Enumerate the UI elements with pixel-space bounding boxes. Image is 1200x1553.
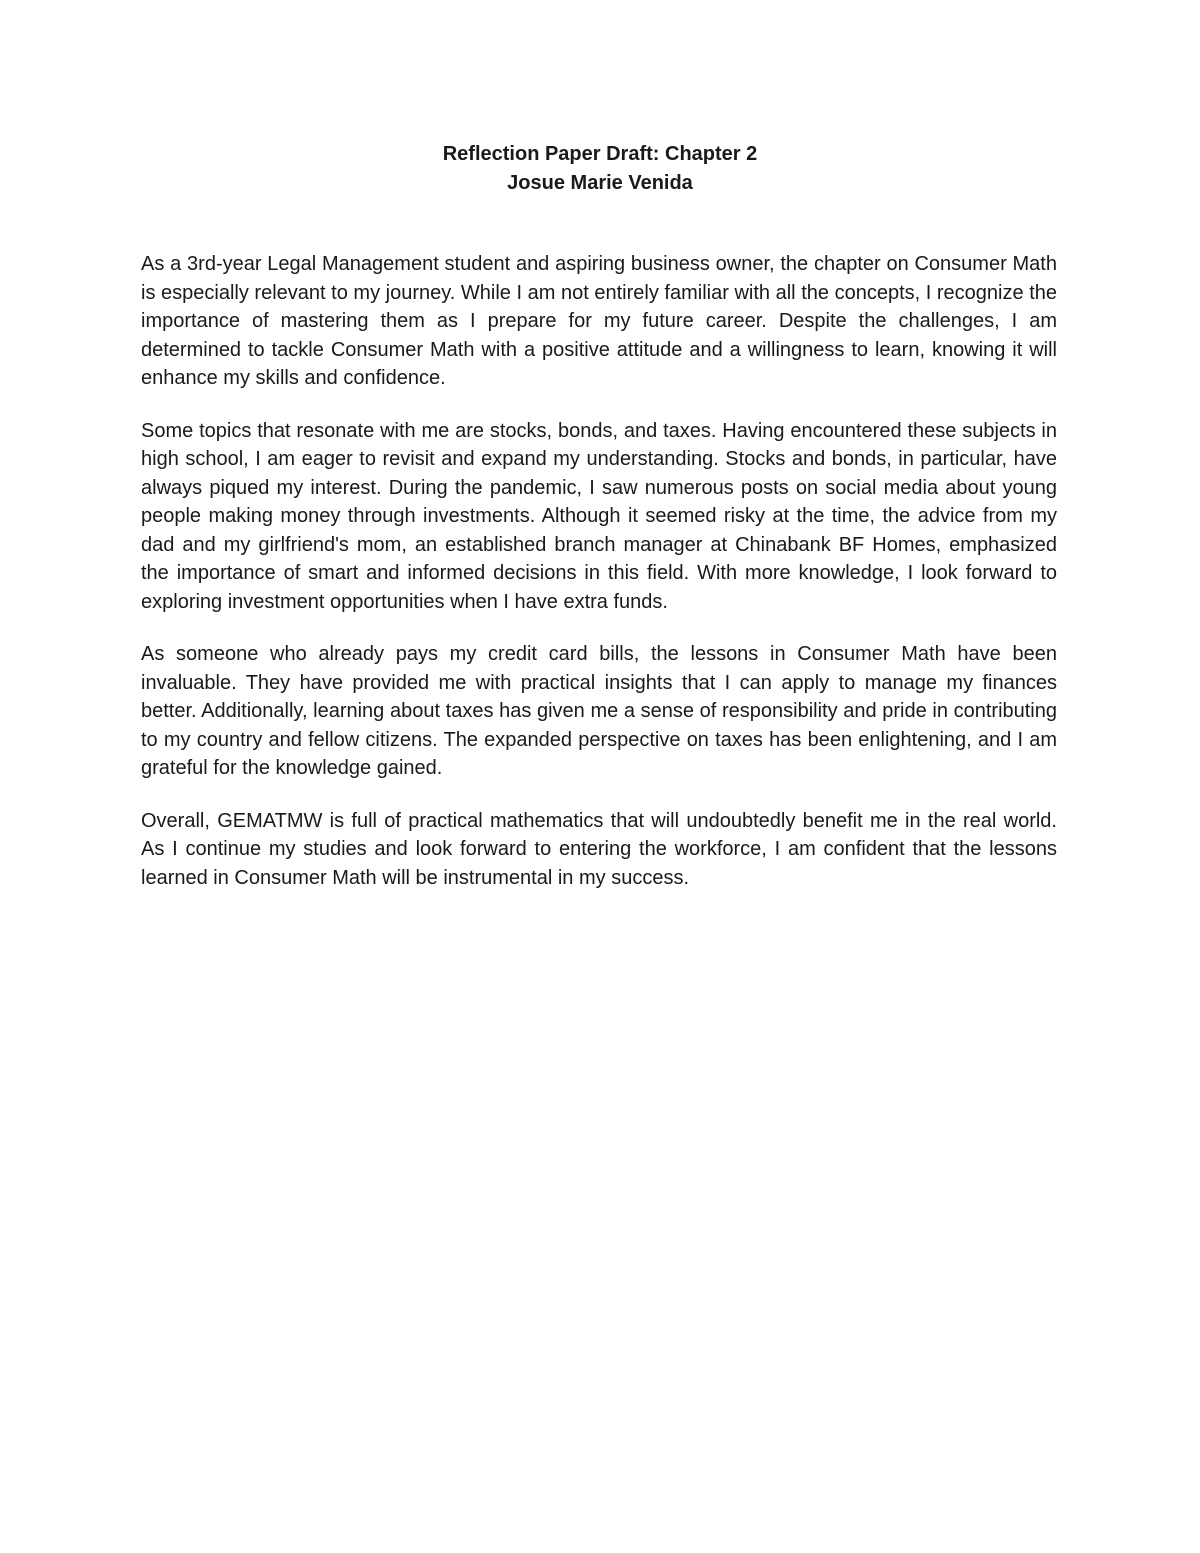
title-block xyxy=(0,140,1200,198)
document-author: Josue Marie Venida xyxy=(507,172,693,194)
paragraph-3: As someone who already pays my credit card bills, the lessons in Consumer Math have been invaluable. They have provided me with practical insights that I can apply to manage my finances better. Additionally, learning about taxes has given me a sense of responsibility and pride in contributing to my country and fellow citizens. The expanded perspective on taxes has been enlightening, and I am grateful for the knowledge gained. xyxy=(141,643,1057,779)
paragraph-2: Some topics that resonate with me are stocks, bonds, and taxes. Having encountered these subjects in high school, I am eager to revisit and expand my understanding. Stocks and bonds, in particular, have always piqued my interest. During the pandemic, I saw numerous posts on social media about young people making money through investments. Although it seemed risky at the time, the advice from my dad and my girlfriend's mom, an established branch manager at Chinabank BF Homes, emphasized the importance of smart and informed decisions in this field. With more knowledge, I look forward to exploring investment opportunities when I have extra funds. xyxy=(141,419,1057,613)
document-title: Reflection Paper Draft: Chapter 2 xyxy=(442,143,758,165)
paragraph-1: As a 3rd-year Legal Management student and aspiring business owner, the chapter on Consumer Math is especially relevant to my journey. While I am not entirely familiar with all the concepts, I recognize the importance of mastering them as I prepare for my future career. Despite the challenges, I am determined to tackle Consumer Math with a positive attitude and a willingness to learn, knowing it will enhance my skills and confidence. xyxy=(141,253,1057,389)
document-body xyxy=(141,250,1057,916)
paragraph-4: Overall, GEMATMW is full of practical mathematics that will undoubtedly benefit me in the real world. As I continue my studies and look forward to entering the workforce, I am confident that the lessons learned in Consumer Math will be instrumental in my success. xyxy=(141,809,1057,889)
